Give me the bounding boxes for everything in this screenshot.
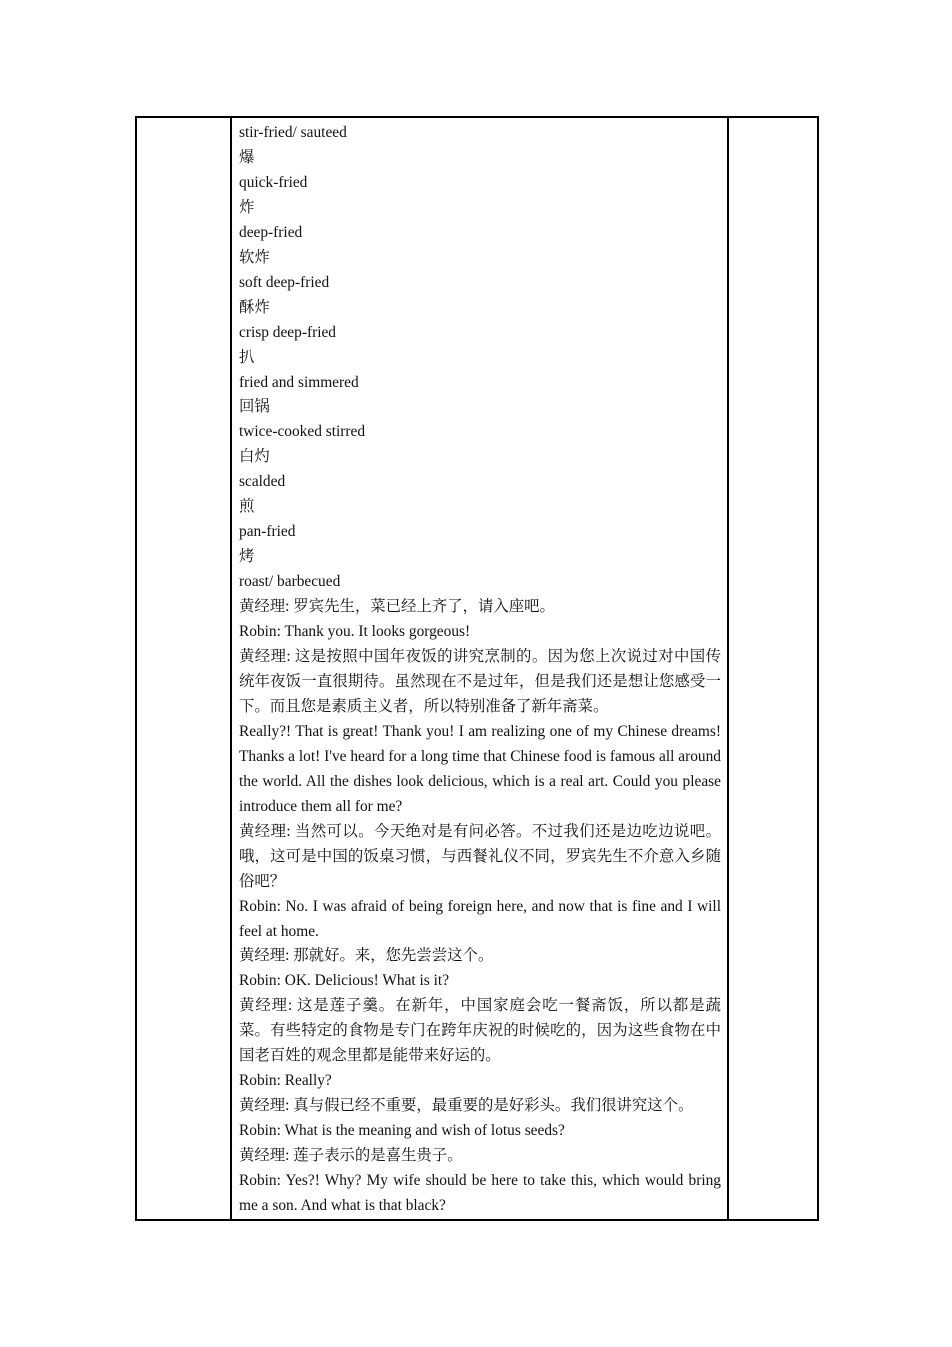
content-line: Robin: OK. Delicious! What is it?: [239, 972, 450, 990]
content-line: fried and simmered: [239, 373, 359, 391]
content-line: crisp deep-fried: [239, 323, 336, 341]
content-line: pan-fried: [239, 523, 296, 541]
left-empty-cell: [136, 117, 231, 1220]
content-line: 黄经理: 这是莲子羹。在新年，中国家庭会吃一餐斋饭，所以都是蔬菜。有些特定的食物是专门在跨年庆祝的时候吃的，因为这些食物在中国老百姓的观念里都是能带来好运的。: [239, 997, 721, 1065]
content-line: quick-fried: [239, 173, 308, 191]
right-empty-cell: [728, 117, 818, 1220]
content-line: 黄经理: 莲子表示的是喜生贵子。: [239, 1147, 463, 1165]
content-line: 软炸: [239, 248, 270, 266]
content-line: 回锅: [239, 398, 270, 416]
content-line: roast/ barbecued: [239, 573, 341, 591]
document-table: [135, 116, 819, 1221]
content-line: 白灼: [239, 448, 270, 466]
content-line: 炸: [239, 198, 255, 216]
content-line: stir-fried/ sauteed: [239, 124, 347, 141]
content-line: scalded: [239, 473, 286, 491]
content-line: 烤: [239, 548, 255, 566]
content-line: twice-cooked stirred: [239, 423, 366, 441]
content-line: Really?! That is great! Thank you! I am realizing one of my Chinese dreams! Thanks a lot! I've heard for a long time that Chinese food is famous all around the world. All the dishes look delicious, which is a real art. Could you please introduce them all for me?: [239, 722, 721, 815]
main-content-cell: [231, 117, 728, 1220]
content-line: 黄经理: 那就好。来，您先尝尝这个。: [239, 947, 494, 965]
content-line: 黄经理: 当然可以。今天绝对是有问必答。不过我们还是边吃边说吧。哦，这可是中国的饭桌习惯，与西餐礼仪不同，罗宾先生不介意入乡随俗吧？: [239, 822, 721, 890]
content-line: Robin: Thank you. It looks gorgeous!: [239, 623, 471, 641]
content-line: 黄经理: 罗宾先生，菜已经上齐了，请入座吧。: [239, 598, 555, 616]
content-line: 爆: [239, 148, 255, 166]
content-line: soft deep-fried: [239, 273, 330, 291]
content-line: 黄经理: 真与假已经不重要，最重要的是好彩头。我们很讲究这个。: [239, 1097, 694, 1115]
content-line: Robin: Really?: [239, 1072, 332, 1090]
content-line: 酥炸: [239, 298, 270, 316]
content-line: 煎: [239, 498, 255, 516]
content-line: Robin: What is the meaning and wish of lotus seeds?: [239, 1122, 565, 1140]
content-line: deep-fried: [239, 223, 303, 241]
content-line: Robin: No. I was afraid of being foreign here, and now that is fine and I will feel at home.: [239, 897, 721, 940]
content-line: 黄经理: 这是按照中国年夜饭的讲究烹制的。因为您上次说过对中国传统年夜饭一直很期待。虽然现在不是过年，但是我们还是想让您感受一下。而且您是素质主义者，所以特别准备了新年斋菜。: [239, 648, 721, 715]
content-line: 扒: [239, 348, 255, 366]
dialogue-content: [232, 118, 727, 1219]
content-line: Robin: Yes?! Why? My wife should be here to take this, which would bring me a son. And what is that black?: [239, 1172, 721, 1214]
